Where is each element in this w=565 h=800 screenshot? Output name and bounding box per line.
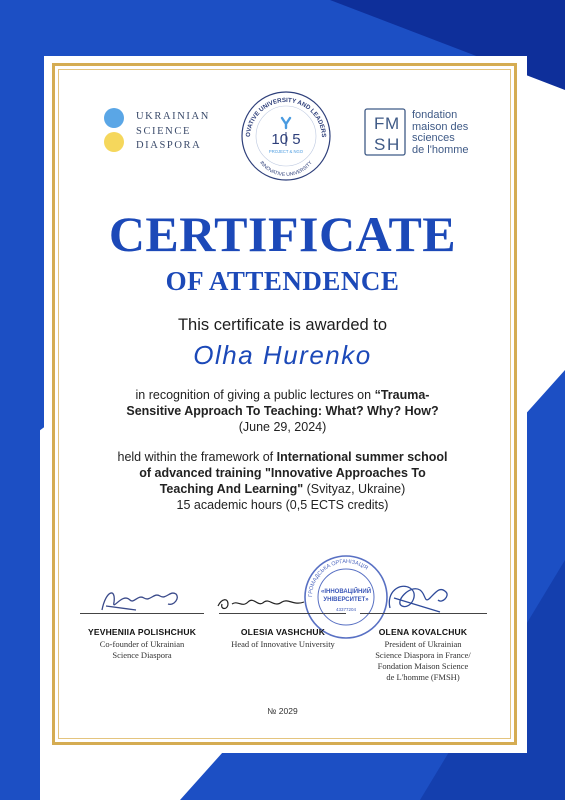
stamp-ring-text: ГРОМАДСЬКА ОРГАНІЗАЦІЯ — [307, 558, 369, 598]
framework-line-1: held within the framework of International summer school — [117, 450, 448, 464]
signature-line-1 — [80, 613, 204, 614]
certificate-title: CERTIFICATE — [108, 206, 457, 262]
academic-hours: 15 academic hours (0,5 ECTS credits) — [176, 498, 389, 512]
recognition-line-1: in recognition of giving a public lectures on “Trauma- — [135, 388, 430, 402]
signatory-3-role: President of Ukrainian Science Diaspora in France/ Fondation Maison Science de L'homme (FMSH) — [375, 639, 471, 682]
framework-line-3: Teaching And Learning" (Svityaz, Ukraine) — [159, 482, 406, 496]
innovative-university-logo — [238, 88, 334, 184]
yellow-dot-icon — [104, 132, 124, 152]
signatory-1-name: YEVHENIIA POLISHCHUK — [87, 627, 197, 637]
ukrainian-science-diaspora-logo — [104, 108, 214, 158]
certificate-subtitle: OF ATTENDENCE — [165, 266, 400, 296]
iul-center: 10 5 — [271, 131, 301, 148]
awarded-text: This certificate is awarded to — [177, 316, 388, 334]
lecture-date: (June 29, 2024) — [238, 420, 327, 434]
stamp-center-2: УНІВЕРСИТЕТ» — [323, 597, 369, 603]
signatory-1-role: Co-founder of Ukrainian Science Diaspora — [99, 639, 185, 660]
blue-dot-icon — [104, 108, 124, 128]
recognition-topic: Sensitive Approach To Teaching: What? Why? How? — [126, 404, 439, 418]
svg-text:H: H — [387, 135, 400, 154]
framework-line-2: of advanced training "Innovative Approaches To — [139, 466, 426, 480]
svg-text:F: F — [374, 114, 385, 133]
signature-kovalchuk — [380, 578, 460, 618]
signature-polishchuk — [96, 584, 196, 616]
signature-line-3 — [360, 613, 487, 614]
iul-tag: PROJECT & NGO — [268, 149, 304, 154]
svg-text:S: S — [374, 135, 386, 154]
svg-text:M: M — [385, 114, 400, 133]
stamp-center-1: «ІННОВАЦІЙНИЙ — [320, 589, 372, 595]
signatory-2-role: Head of Innovative University — [231, 639, 335, 649]
signature-line-2 — [219, 613, 346, 614]
iul-arc-bottom: INNOVATIVE UNIVERSITY — [258, 160, 314, 179]
certificate-number: № 2029 — [267, 706, 298, 716]
fmsh-mark-icon — [364, 108, 408, 158]
fmsh-logo — [364, 108, 484, 160]
signatory-3-name: OLENA KOVALCHUK — [378, 627, 468, 637]
recipient-name: Olha Hurenko — [193, 340, 372, 370]
usd-logo-text: UKRAINIAN SCIENCE DIASPORA — [136, 111, 210, 151]
fmsh-logo-text: fondation maison des sciences de l'homme — [412, 109, 469, 156]
signatory-2-name: OLESIA VASHCHUK — [240, 627, 326, 637]
stamp-code: 43377204 — [335, 607, 357, 612]
iul-arc-top: OVATIVE UNIVERSITY AND LEADERS — [244, 96, 328, 138]
